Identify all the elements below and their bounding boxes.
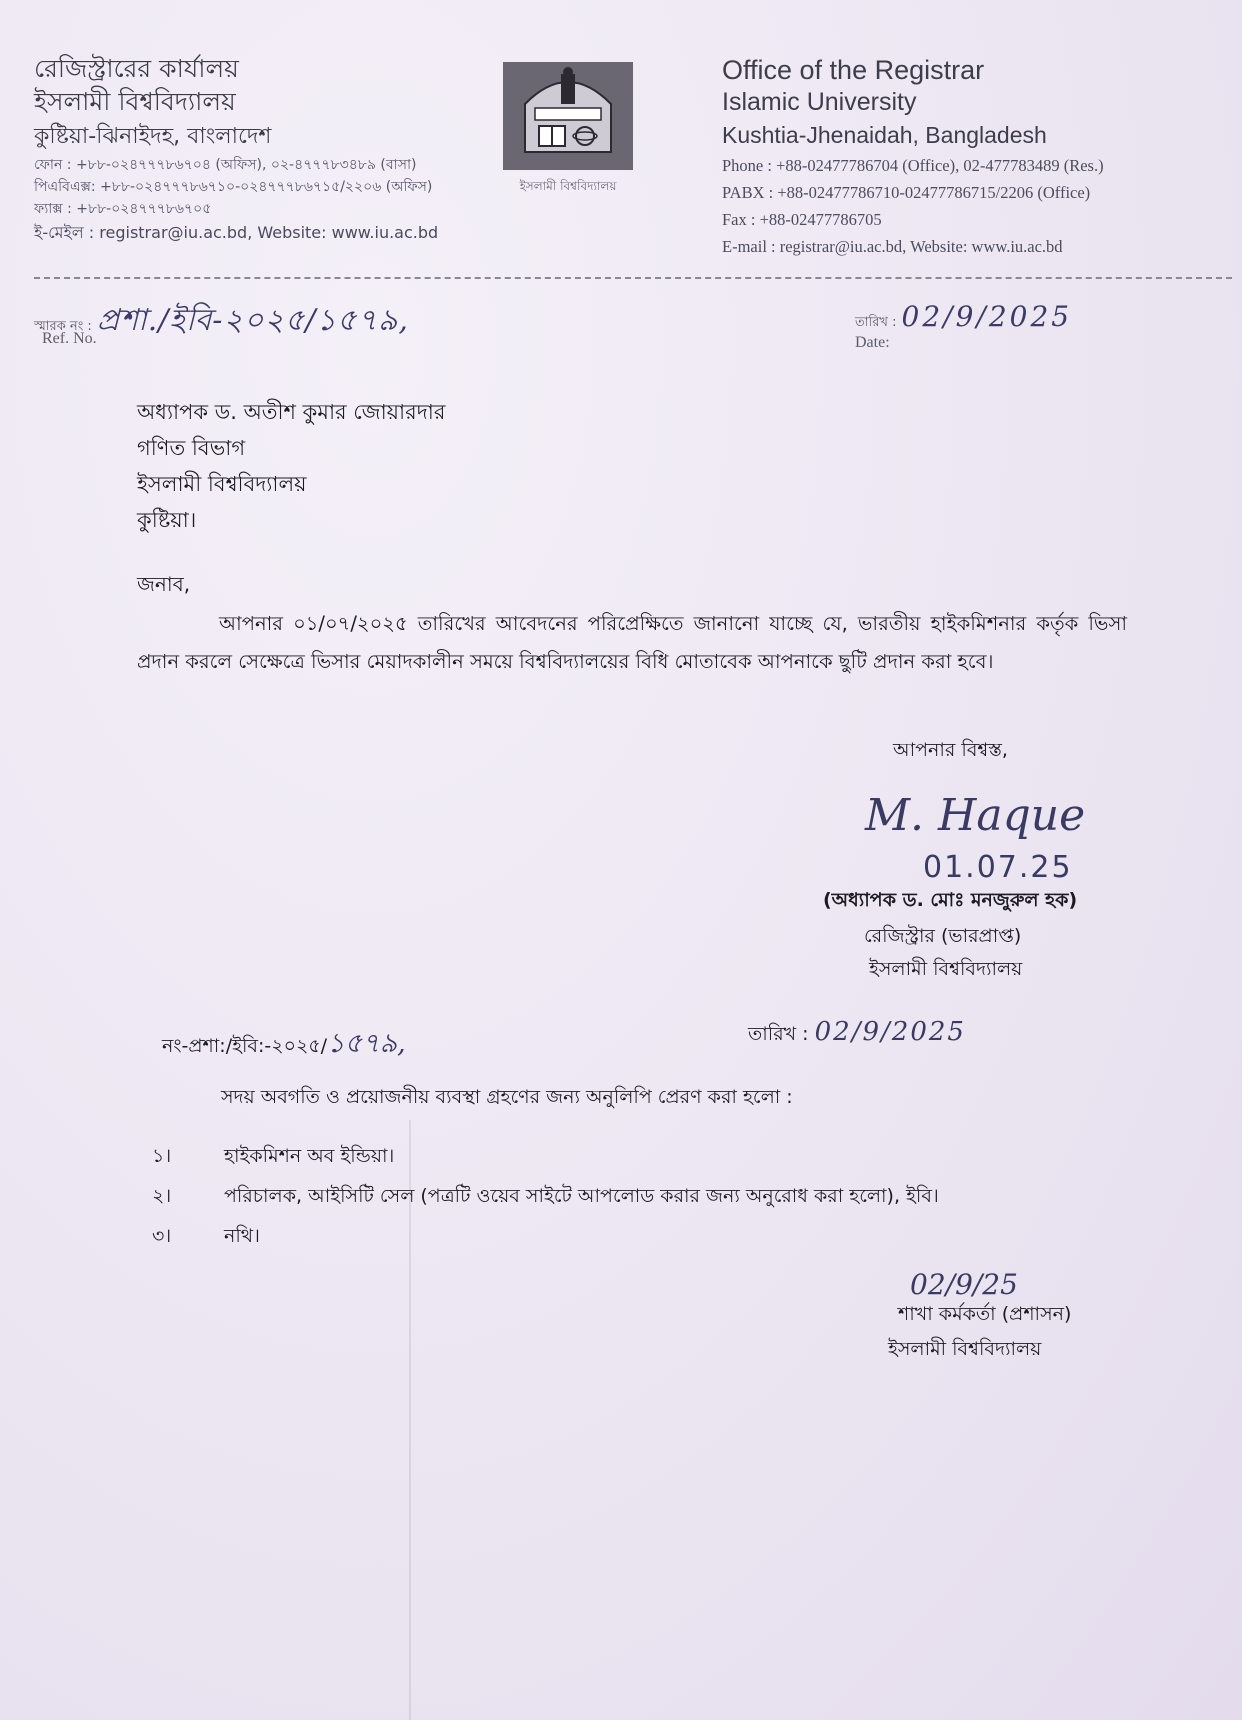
officer-title: শাখা কর্মকর্তা (প্রশাসন) — [898, 1303, 1072, 1325]
memo-date-label: তারিখ : — [748, 1023, 809, 1045]
letter-date — [855, 300, 1072, 334]
list-item: ২। পরিচালক, আইসিটি সেল (পত্রটি ওয়েব সাইটে আপলোড করার জন্য অনুরোধ করা হলো), ইবি। — [152, 1185, 939, 1207]
memo-number — [162, 1023, 406, 1068]
list-item: ৩। নথি। — [152, 1225, 260, 1247]
officer-university: ইসলামী বিশ্ববিদ্যালয় — [888, 1338, 1042, 1360]
location-bn: কুষ্টিয়া-ঝিনাইদহ, বাংলাদেশ — [34, 124, 272, 149]
registrar-signature: M. Haque — [865, 790, 1086, 841]
phone-bn: ফোন : +৮৮-০২৪৭৭৭৮৬৭০৪ (অফিস), ০২-৪৭৭৭৮৩৪৮৯ (বাসা) — [34, 157, 417, 173]
logo-caption: ইসলামী বিশ্ববিদ্যালয় — [519, 179, 617, 193]
pabx-en: PABX : +88-02477786710-02477786715/2206 (Office) — [722, 183, 1091, 202]
salutation: জনাব, — [137, 572, 191, 596]
reference-handwritten: প্রশা./ইবি-২০২৫/১৫৭৯, — [96, 303, 409, 338]
signer-title: রেজিস্ট্রার (ভারপ্রাপ্ত) — [864, 925, 1022, 947]
email-web-en: E-mail : registrar@iu.ac.bd, Website: www.iu.ac.bd — [722, 237, 1063, 256]
memo-prefix: নং-প্রশা:/ইবি:-২০২৫/ — [162, 1035, 328, 1057]
fax-bn: ফ্যাক্স : +৮৮-০২৪৭৭৭৮৬৭০৫ — [34, 201, 212, 217]
recipient-department: গণিত বিভাগ — [137, 436, 246, 460]
signer-name: (অধ্যাপক ড. মোঃ মনজুরুল হক) — [823, 889, 1078, 911]
closing: আপনার বিশ্বস্ত, — [893, 739, 1008, 761]
date-handwritten: 02/9/2025 — [901, 300, 1073, 333]
office-name-bn: রেজিস্ট্রারের কার্যালয় — [34, 54, 239, 83]
recipient-address — [137, 394, 445, 538]
recipient-university: ইসলামী বিশ্ববিদ্যালয় — [137, 472, 307, 496]
university-name-bn: ইসলামী বিশ্ববিদ্যালয় — [34, 87, 236, 116]
copy-intro: সদয় অবগতি ও প্রয়োজনীয় ব্যবস্থা গ্রহণের জন্য অনুলিপি প্রেরণ করা হলো : — [221, 1086, 793, 1108]
memo-handwritten: ১৫৭৯, — [327, 1028, 406, 1059]
officer-signature: 02/9/25 — [910, 1268, 1018, 1301]
date-label-en: Date: — [855, 334, 890, 351]
list-item: ১। হাইকমিশন অব ইন্ডিয়া। — [152, 1145, 395, 1167]
reference-label-bn: স্মারক নং : — [34, 319, 92, 334]
reference-label-en: Ref. No. — [42, 330, 97, 347]
location-en: Kushtia-Jhenaidah, Bangladesh — [722, 122, 1047, 148]
signer-university: ইসলামী বিশ্ববিদ্যালয় — [869, 958, 1023, 980]
pabx-bn: পিএবিএক্স: +৮৮-০২৪৭৭৭৮৬৭১০-০২৪৭৭৭৮৬৭১৫/২২০৬ (অফিস) — [34, 179, 433, 195]
copy-list — [152, 1136, 939, 1256]
office-name-en: Office of the Registrar — [722, 55, 985, 85]
header-english — [722, 54, 1104, 260]
phone-en: Phone : +88-02477786704 (Office), 02-477783489 (Res.) — [722, 156, 1104, 175]
letter-body — [137, 605, 1127, 681]
memo-date — [748, 1017, 966, 1052]
fax-en: Fax : +88-02477786705 — [722, 210, 882, 229]
letter-body-text: আপনার ০১/০৭/২০২৫ তারিখের আবেদনের পরিপ্রেক্ষিতে জানানো যাচ্ছে যে, ভারতীয় হাইকমিশনার কর্তৃক ভিসা প্রদান করলে সেক্ষেত্রে ভিসার মেয়াদকালীন সময়ে বিশ্ববিদ্যালয়ের বিধি মোতাবেক আপনাকে ছুটি প্রদান করা হবে। — [137, 612, 1127, 673]
memo-date-handwritten: 02/9/2025 — [814, 1017, 966, 1047]
header-divider — [34, 277, 1232, 279]
date-label-bn: তারিখ : — [855, 315, 897, 330]
email-web-bn: ই-মেইল : registrar@iu.ac.bd, Website: www.iu.ac.bd — [34, 223, 439, 242]
recipient-city: কুষ্টিয়া। — [137, 508, 197, 532]
university-name-en: Islamic University — [722, 88, 917, 116]
recipient-name: অধ্যাপক ড. অতীশ কুমার জোয়ারদার — [137, 400, 446, 424]
header-bangla — [34, 52, 438, 246]
paper-fold — [409, 1120, 411, 1720]
university-logo-icon — [503, 62, 633, 170]
signature-date: 01.07.25 — [923, 850, 1073, 885]
